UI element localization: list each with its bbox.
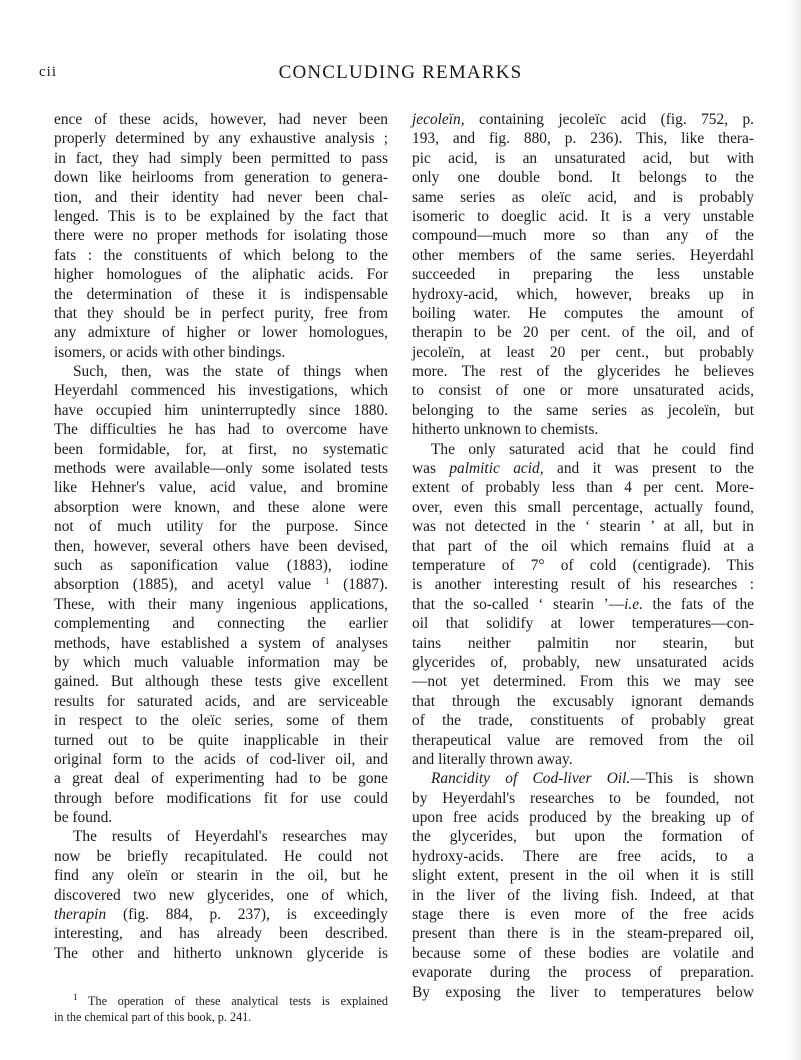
- text-line: tains neither palmitin nor stearin, but: [412, 634, 754, 652]
- text-line: methods, have established a system of analyses: [54, 634, 388, 652]
- text-line: that they should be in perfect purity, free from: [54, 304, 388, 322]
- footnote: [54, 993, 388, 1025]
- text-segment: The operation of these analytical tests is explained: [88, 994, 388, 1008]
- text-line: stage there is even more of the free acids: [412, 906, 754, 924]
- text-line: belonging to the same series as jecoleïn, but: [412, 401, 754, 419]
- text-line: ence of these acids, however, had never been: [54, 111, 388, 128]
- text-line: —not yet determined. From this we may see: [412, 673, 754, 691]
- text-segment: absorption (1885), and acetyl value: [54, 576, 312, 594]
- text-line: been formidable, for, at first, no systematic: [54, 440, 388, 458]
- text-line: other members of the same series. Heyerdahl: [412, 246, 754, 264]
- text-line: in fact, they had simply been permitted to pass: [54, 149, 388, 167]
- text-line: succeeded in preparing the less unstable: [412, 266, 754, 284]
- text-line: lenged. This is to be explained by the fact that: [54, 207, 388, 225]
- page-edge-shadow: [787, 0, 801, 1060]
- text-line: higher homologues of the aliphatic acids. For: [54, 266, 388, 284]
- text-line: not of much utility for the purpose. Since: [54, 518, 388, 536]
- text-line: to consist of one or more unsaturated acids,: [412, 382, 754, 400]
- text-line: have occupied him uninterruptedly since 1880.: [54, 401, 388, 419]
- text-line: These, with their many ingenious applications,: [54, 595, 388, 613]
- text-line-ie: [412, 595, 754, 614]
- text-line: jecoleïn, at least 20 per cent., but probably: [412, 343, 754, 361]
- text-line: any admixture of higher or lower homologues,: [54, 324, 388, 342]
- page-number: cii: [39, 64, 57, 80]
- text-line: hydroxy-acids. There are free acids, to a: [412, 847, 754, 865]
- text-line: only one double bond. It belongs to the: [412, 169, 754, 187]
- text-segment: the fats of the: [652, 595, 754, 613]
- text-line: isomeric to doeglic acid. It is a very unstable: [412, 207, 754, 225]
- text-line: By exposing the liver to temperatures below: [412, 983, 754, 1001]
- text-line: discovered two new glycerides, one of which,: [54, 886, 388, 904]
- text-line: methods were available—only some isolated tests: [54, 460, 388, 478]
- text-segment: containing jecoleïc acid (fig. 752, p.: [478, 111, 754, 128]
- text-line: The results of Heyerdahl's researches may: [73, 828, 388, 846]
- text-line: Such, then, was the state of things when: [73, 363, 388, 381]
- footnote-line: in the chemical part of this book, p. 241.: [54, 1010, 252, 1024]
- text-line: 193, and fig. 880, p. 236). This, like thera-: [412, 130, 754, 148]
- text-line: there were no proper methods for isolating those: [54, 227, 388, 245]
- text-line: gained. But although these tests give excellent: [54, 673, 388, 691]
- text-line: now be briefly recapitulated. He could not: [54, 847, 388, 865]
- text-segment: (1887).: [343, 576, 388, 594]
- text-line: of the trade, constituents of probably great: [412, 712, 754, 730]
- text-line: oil that solidify at lower temperatures—con-: [412, 615, 754, 633]
- text-line: therapin to be 20 per cent. of the oil, and of: [412, 324, 754, 342]
- text-line: more. The rest of the glycerides he believes: [412, 363, 754, 381]
- text-line: in respect to the oleïc series, some of them: [54, 712, 388, 730]
- text-line: slight extent, present in the oil when it is still: [412, 867, 754, 885]
- footnote-number: 1: [73, 992, 78, 1002]
- text-line: and literally thrown away.: [412, 750, 573, 768]
- text-line: in the liver of the living fish. Indeed, at that: [412, 886, 754, 904]
- text-line: original form to the acids of cod-liver oil, and: [54, 750, 388, 768]
- text-line: evaporate during the process of preparation.: [412, 964, 754, 982]
- text-line: then, however, several others have been devised,: [54, 537, 388, 555]
- text-line: absorption were known, and these alone were: [54, 498, 388, 516]
- text-line: compound—much more so than any of the: [412, 227, 754, 245]
- text-segment: that the so-called ‘ stearin ’—: [412, 595, 625, 613]
- text-line: through before modifications fit for use could: [54, 789, 388, 807]
- text-line: results for saturated acids, and are serviceable: [54, 692, 388, 710]
- text-line: that through the excusably ignorant demands: [412, 692, 754, 710]
- text-segment: —This is shown: [630, 770, 754, 788]
- text-line: that part of the oil which remains fluid at a: [412, 537, 754, 555]
- footnote-marker[interactable]: 1: [324, 576, 330, 587]
- text-line: because some of these bodies are volatile and: [412, 944, 754, 962]
- text-line: boiling water. He computes the amount of: [412, 304, 754, 322]
- text-line-rancidity: [412, 769, 754, 788]
- text-line-palmitic: [412, 459, 754, 478]
- text-line: be found.: [54, 809, 113, 827]
- text-line: the determination of these it is indispensable: [54, 285, 388, 303]
- text-line: like Hehner's value, acid value, and bromine: [54, 479, 388, 497]
- section-heading-rancidity: Rancidity of Cod-liver Oil.: [431, 770, 631, 788]
- text-line: by which much valuable information may be: [54, 653, 388, 671]
- text-line: The only saturated acid that he could find: [431, 440, 754, 458]
- text-line: tion, and their identity had never been chal-: [54, 188, 388, 206]
- text-line: hitherto unknown to chemists.: [412, 421, 599, 439]
- text-line: find any oleïn or stearin in the oil, but he: [54, 867, 388, 885]
- text-segment: and it was present to the: [556, 460, 754, 478]
- text-line: glycerides of, probably, new unsaturated acids: [412, 653, 754, 671]
- text-line: over, even this small percentage, actually found,: [412, 498, 754, 516]
- text-line: down like heirlooms from generation to genera-: [54, 169, 388, 187]
- text-line: therapeutical value are removed from the oil: [412, 731, 754, 749]
- text-line: was not detected in the ‘ stearin ’ at all, but in: [412, 518, 754, 536]
- text-line: same series as oleïc acid, and is probably: [412, 188, 754, 206]
- text-segment: (fig. 884, p. 237), is exceedingly: [122, 906, 388, 924]
- text-line: present than there is in the steam-prepared oil,: [412, 925, 754, 943]
- term-ie: i.e.: [624, 595, 643, 613]
- text-line: Heyerdahl commenced his investigations, which: [54, 382, 388, 400]
- text-line: extent of probably less than 4 per cent. More-: [412, 479, 754, 497]
- text-line: temperature of 7° of cold (centigrade). This: [412, 556, 754, 574]
- text-line: hydroxy-acid, which, however, breaks up in: [412, 285, 754, 303]
- right-column: [412, 110, 754, 1002]
- text-line: The other and hitherto unknown glyceride is: [54, 944, 388, 962]
- page-header: [0, 62, 801, 86]
- text-line: properly determined by any exhaustive analysis ;: [54, 130, 388, 148]
- text-line: turned out to be quite inapplicable in their: [54, 731, 388, 749]
- text-line-therapin: [54, 905, 388, 924]
- text-line: upon free acids produced by the breaking up of: [412, 809, 754, 827]
- text-segment: was: [412, 460, 436, 478]
- text-line: is another interesting result of his researches :: [412, 576, 754, 594]
- text-line: isomers, or acids with other bindings.: [54, 343, 286, 361]
- text-line: the glycerides, but upon the formation of: [412, 828, 754, 846]
- term-palmitic-acid: palmitic acid,: [449, 460, 544, 478]
- text-line: by Heyerdahl's researches to be founded, not: [412, 789, 754, 807]
- text-line: complementing and connecting the earlier: [54, 615, 388, 633]
- text-line-jecolein: [412, 110, 754, 129]
- text-line: such as saponification value (1883), iodine: [54, 556, 388, 574]
- term-jecolein: jecoleïn,: [412, 111, 465, 128]
- running-title: CONCLUDING REMARKS: [278, 62, 523, 83]
- text-line: interesting, and has already been described.: [54, 925, 388, 943]
- text-line: fats : the constituents of which belong to the: [54, 246, 388, 264]
- text-line: pic acid, is an unsaturated acid, but with: [412, 149, 754, 167]
- left-column: [54, 110, 388, 963]
- term-therapin: therapin: [54, 906, 107, 924]
- text-line: a great deal of experimenting had to be gone: [54, 770, 388, 788]
- text-line: The difficulties he has had to overcome have: [54, 421, 388, 439]
- text-line-acetyl: [54, 575, 388, 594]
- footnote-line: [54, 993, 388, 1009]
